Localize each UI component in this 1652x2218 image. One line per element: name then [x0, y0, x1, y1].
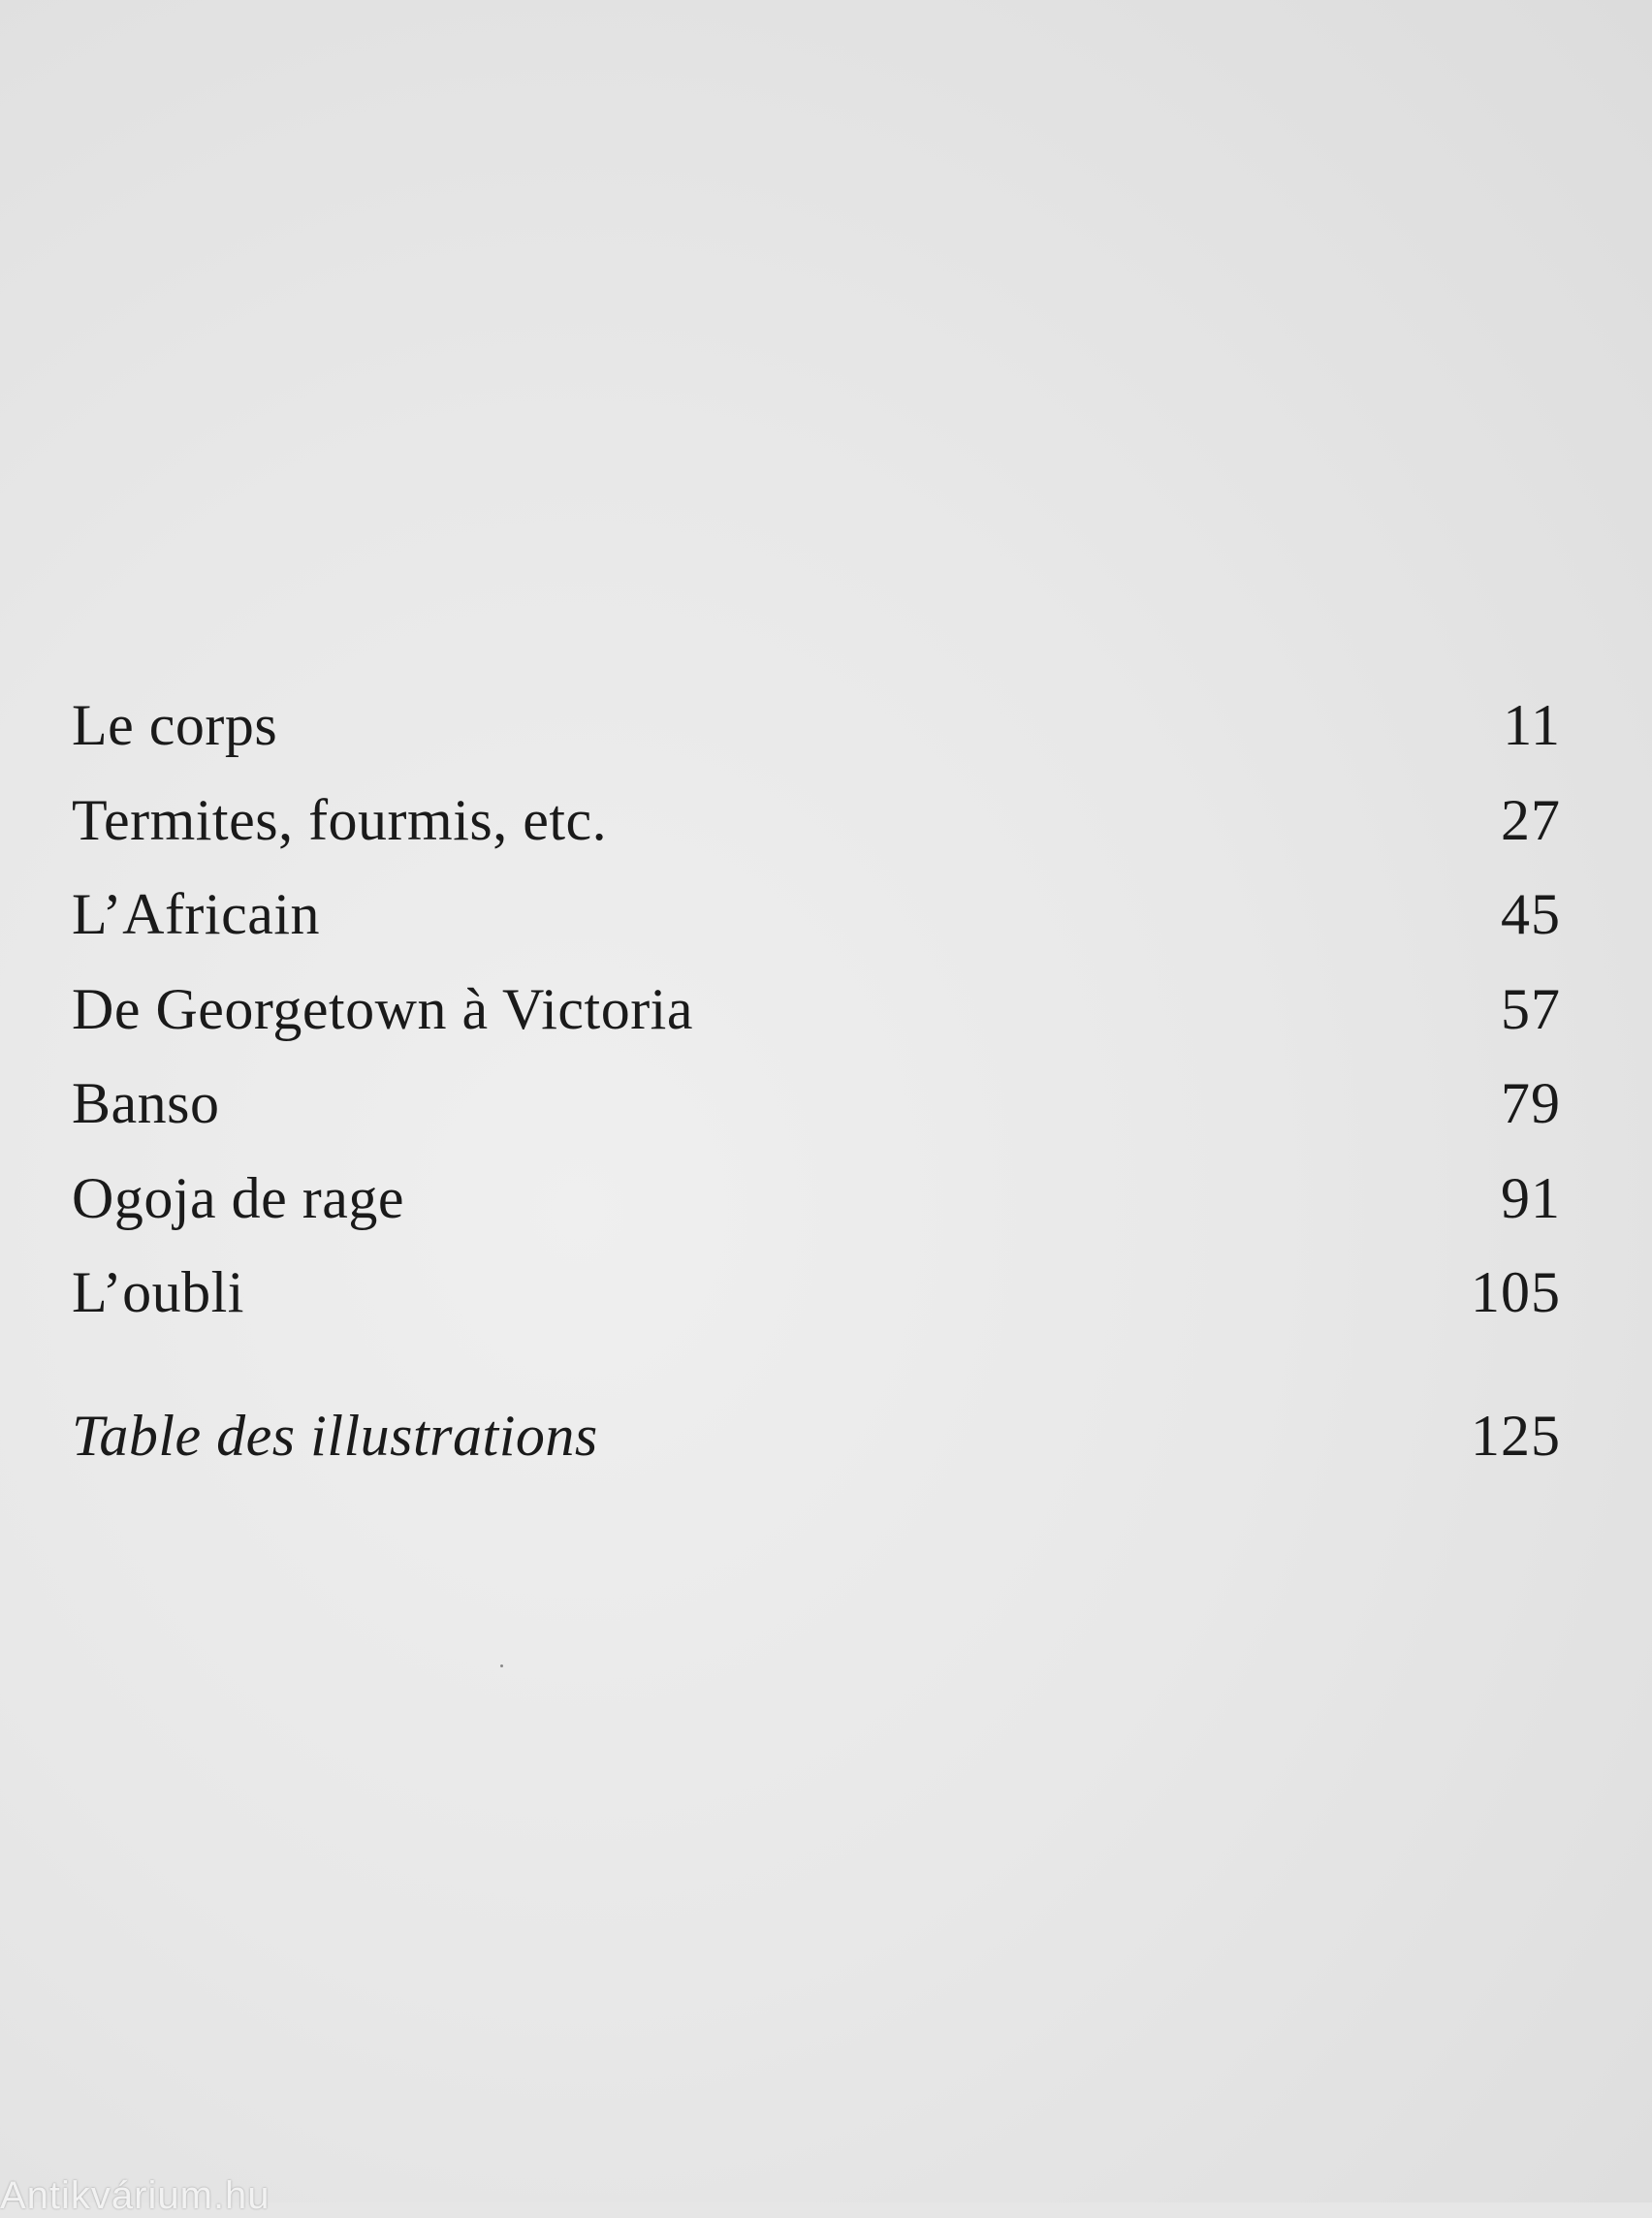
toc-entry-page: 91: [1501, 1165, 1561, 1230]
table-of-contents: [72, 679, 1561, 1483]
toc-entry-title: L’Africain: [72, 882, 321, 946]
toc-entry: [72, 1246, 1561, 1341]
toc-entry: [72, 963, 1561, 1058]
toc-entry: [72, 679, 1561, 774]
toc-entry-page: 11: [1503, 693, 1561, 757]
toc-entry-title: Le corps: [72, 693, 278, 757]
toc-illustrations-title: Table des illustrations: [72, 1403, 598, 1468]
toc-illustrations-entry: [72, 1389, 1561, 1484]
toc-entry: [72, 868, 1561, 963]
toc-entry-page: 105: [1471, 1260, 1561, 1324]
toc-entry-title: De Georgetown à Victoria: [72, 976, 693, 1041]
watermark: Antikvárium.hu: [0, 2174, 270, 2217]
toc-entry-page: 79: [1501, 1071, 1561, 1135]
toc-entry: [72, 1152, 1561, 1247]
paper-speck: [500, 1664, 503, 1667]
toc-entry-title: Termites, fourmis, etc.: [72, 787, 608, 852]
toc-entry-title: Ogoja de rage: [72, 1165, 405, 1230]
toc-entry-title: Banso: [72, 1071, 220, 1135]
toc-entry: [72, 1057, 1561, 1152]
toc-entry: [72, 774, 1561, 869]
toc-entry-title: L’oubli: [72, 1260, 244, 1324]
toc-entry-page: 45: [1501, 882, 1561, 946]
toc-entry-page: 27: [1501, 787, 1561, 852]
toc-entry-page: 57: [1501, 976, 1561, 1041]
toc-illustrations-page: 125: [1471, 1403, 1561, 1468]
